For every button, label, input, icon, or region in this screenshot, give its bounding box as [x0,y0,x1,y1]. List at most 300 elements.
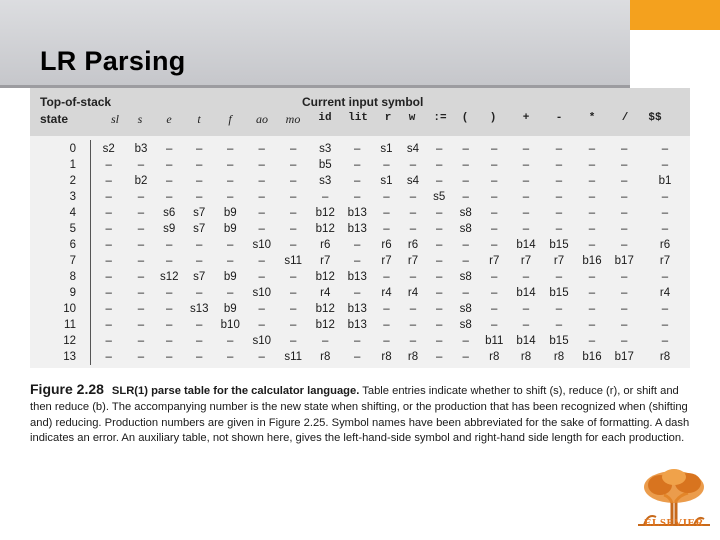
table-cell: – [588,159,596,171]
table-cell: – [166,287,173,299]
table-cell: – [522,191,530,203]
table-cell: r8 [520,351,532,363]
top-of-stack-label: Top-of-stack [40,95,112,109]
table-cell: – [661,335,669,347]
table-cell: – [166,319,173,331]
table-cell: – [588,335,596,347]
table-cell: – [588,287,596,299]
table-cell: – [166,143,173,155]
table-cell: – [436,351,443,363]
table-cell: – [258,319,265,331]
table-cell: – [522,271,530,283]
table-cell: r8 [381,351,392,363]
table-cell: – [661,207,669,219]
table-cell: r4 [659,287,671,299]
table-cell: – [227,287,234,299]
table-cell: – [621,271,628,283]
table-cell: – [409,207,417,219]
table-cell: – [227,351,234,363]
table-cell: – [588,191,596,203]
table-cell: – [621,239,628,251]
table-row [30,317,690,333]
table-cell: – [196,239,203,251]
table-cell: – [491,223,498,235]
table-cell: b14 [516,239,536,251]
table-cell: – [491,191,498,203]
table-cell: – [621,143,628,155]
table-cell: s7 [193,271,206,283]
table-cell: b17 [614,351,634,363]
state-label: state [40,112,69,126]
table-cell: b15 [549,287,569,299]
table-cell: – [290,303,297,315]
table-cell: – [436,255,443,267]
table-cell: – [354,287,361,299]
table-cell: – [105,191,112,203]
table-cell: – [436,175,443,187]
table-cell: r8 [489,351,500,363]
table-cell: – [137,287,145,299]
table-cell: – [621,319,628,331]
table-cell: s4 [406,143,420,155]
table-cell: s6 [163,207,176,219]
table-cell: – [588,271,596,283]
table-cell: – [661,223,669,235]
table-cell: – [491,159,498,171]
column-header: $$ [648,112,662,124]
table-cell: b16 [582,351,602,363]
table-cell: – [196,319,203,331]
table-cell: b15 [549,239,569,251]
table-cell: – [555,191,563,203]
table-cell: r7 [659,255,671,267]
table-cell: – [661,303,669,315]
slide-title: LR Parsing [40,46,186,76]
table-cell: – [621,223,628,235]
table-cell: – [196,175,203,187]
table-cell: b13 [347,223,367,235]
table-cell: – [137,207,145,219]
table-cell: – [290,207,297,219]
table-cell: – [621,191,628,203]
table-cell: – [196,335,203,347]
table-cell: – [522,319,530,331]
table-cell: – [227,191,234,203]
table-cell: – [621,287,628,299]
table-row [30,157,690,173]
table-cell: – [588,175,596,187]
table-cell: b17 [614,255,634,267]
table-cell: – [621,335,628,347]
table-cell: – [137,271,145,283]
column-header: ) [489,112,497,124]
table-cell: b11 [485,335,504,347]
table-cell: – [105,255,112,267]
table-cell: – [661,143,669,155]
table-cell: – [354,175,361,187]
table-cell: – [290,239,297,251]
table-row [30,237,690,253]
table-cell: b13 [347,271,367,283]
table-cell: – [105,223,112,235]
table-cell: – [354,159,361,171]
table-cell: – [105,303,112,315]
table-cell: – [290,223,297,235]
table-cell: – [258,255,265,267]
table-cell: – [137,303,145,315]
accent-block [630,0,720,30]
table-cell: – [555,319,563,331]
table-cell: s3 [319,143,332,155]
table-cell: – [354,239,361,251]
table-cell: r8 [407,351,419,363]
state-cell: 13 [63,351,76,363]
table-cell: – [137,351,145,363]
table-cell: – [290,143,297,155]
table-row [30,333,690,349]
state-cell: 12 [63,335,76,347]
table-cell: – [661,159,669,171]
table-cell: – [258,207,265,219]
table-cell: – [105,207,112,219]
table-cell: – [661,191,669,203]
table-cell: s3 [319,175,332,187]
table-cell: b13 [347,207,367,219]
table-cell: – [409,191,417,203]
state-cell: 9 [69,287,76,299]
table-cell: – [322,335,329,347]
table-cell: – [258,271,265,283]
table-cell: – [227,255,234,267]
table-cell: – [409,159,417,171]
table-cell: – [290,287,297,299]
table-cell: b9 [223,207,237,219]
table-cell: – [436,239,443,251]
table-cell: – [436,319,443,331]
table-cell: – [621,303,628,315]
figure-caption-body: Table entries indicate whether to shift (s), reduce (r), or shift and then reduce (b). The accompanying number is the new state when shifting, or the production that has been recognized when (shifting and) reducing. Production numbers are given in Figure 2.25. Symbol names have been abbreviated for the sake of formatting. A dash indicates an error. An auxiliary table, not shown here, gives the left-hand-side symbol and right-hand side length for each production. [30,385,690,445]
table-cell: – [661,319,669,331]
table-cell: b2 [134,175,148,187]
table-cell: – [462,191,469,203]
current-input-label: Current input symbol [302,95,424,109]
table-cell: – [137,191,145,203]
table-cell: b15 [549,335,569,347]
state-cell: 6 [69,239,76,251]
table-cell: – [555,143,563,155]
table-cell: – [258,191,265,203]
table-cell: b13 [347,319,367,331]
table-cell: b12 [315,207,335,219]
table-cell: b9 [223,303,237,315]
column-header: / [621,112,629,124]
table-cell: – [409,271,417,283]
table-cell: r7 [407,255,419,267]
table-cell: b16 [582,255,602,267]
column-header: mo [285,112,301,126]
table-cell: – [166,191,173,203]
table-cell: r6 [320,239,331,251]
state-cell: 11 [64,319,76,331]
table-cell: s1 [380,143,393,155]
table-cell: – [491,143,498,155]
table-cell: – [436,287,443,299]
table-cell: b1 [658,175,672,187]
table-cell: – [555,207,563,219]
table-cell: – [588,239,596,251]
table-cell: – [196,255,203,267]
table-cell: – [227,175,234,187]
table-row [30,189,690,205]
table-cell: – [588,319,596,331]
table-cell: – [258,303,265,315]
table-cell: r6 [407,239,419,251]
table-cell: b13 [347,303,367,315]
table-cell: – [491,207,498,219]
table-cell: – [166,351,173,363]
table-row [30,285,690,301]
table-cell: – [436,335,443,347]
table-cell: r4 [381,287,392,299]
table-cell: – [196,351,203,363]
state-cell: 3 [69,191,76,203]
table-cell: – [555,271,563,283]
column-header: + [522,112,530,124]
table-cell: – [522,207,530,219]
table-cell: – [227,143,234,155]
table-row [30,349,690,365]
table-cell: – [105,319,112,331]
table-cell: – [491,271,498,283]
table-cell: s10 [252,239,272,251]
table-cell: – [258,143,265,155]
table-cell: – [105,271,112,283]
table-cell: s1 [380,175,393,187]
column-header: * [588,112,596,124]
table-cell: – [491,303,498,315]
column-header: := [433,112,447,124]
table-cell: – [354,255,361,267]
table-cell: – [409,303,417,315]
table-cell: – [290,175,297,187]
table-cell: r7 [381,255,392,267]
figure-label: Figure 2.28 [30,381,104,397]
table-row [30,301,690,317]
table-cell: – [588,223,596,235]
table-cell: – [588,303,596,315]
table-cell: – [258,159,265,171]
table-cell: s7 [193,223,206,235]
column-header: lit [348,112,368,124]
table-cell: – [462,143,469,155]
table-cell: – [105,159,112,171]
state-cell: 0 [69,143,76,155]
table-cell: – [462,335,469,347]
table-cell: b14 [516,287,536,299]
table-cell: – [258,223,265,235]
table-cell: – [409,223,417,235]
table-cell: s8 [459,207,472,219]
table-cell: – [462,351,469,363]
parse-table [30,141,690,365]
table-cell: – [137,335,145,347]
column-header: e [166,112,172,126]
column-header: id [318,112,332,124]
table-cell: – [383,335,390,347]
state-cell: 8 [69,271,76,283]
table-cell: – [555,159,563,171]
table-cell: – [522,159,530,171]
column-header: t [197,112,201,126]
table-cell: – [462,159,469,171]
table-cell: b12 [315,223,335,235]
table-cell: – [436,223,443,235]
table-cell: r7 [520,255,532,267]
table-cell: – [522,303,530,315]
table-cell: – [383,223,390,235]
table-cell: – [621,207,628,219]
column-header: r [384,112,392,124]
table-cell: r8 [320,351,331,363]
table-cell: – [436,271,443,283]
table-cell: – [354,143,361,155]
table-cell: – [322,191,329,203]
table-row [30,253,690,269]
table-cell: s2 [102,143,115,155]
table-cell: – [491,175,498,187]
table-cell: – [383,271,390,283]
table-cell: – [491,287,498,299]
table-cell: – [383,319,390,331]
table-cell: – [491,239,498,251]
table-cell: – [409,335,417,347]
table-cell: b12 [315,271,335,283]
column-header: f [228,112,232,126]
table-cell: – [105,287,112,299]
table-cell: r6 [659,239,671,251]
table-cell: – [588,207,596,219]
table-cell: s11 [284,351,303,363]
table-cell: s8 [459,303,472,315]
table-row [30,269,690,285]
table-cell: s9 [163,223,176,235]
table-cell: – [105,175,112,187]
state-cell: 4 [69,207,76,219]
table-cell: – [555,175,563,187]
table-cell: s13 [189,303,209,315]
table-row [30,141,690,157]
table-cell: r7 [489,255,500,267]
table-cell: b14 [516,335,536,347]
table-cell: – [166,255,173,267]
figure-title: SLR(1) parse table for the calculator language. [111,385,360,397]
table-cell: – [137,319,145,331]
table-cell: r7 [320,255,331,267]
table-cell: b10 [220,319,240,331]
table-cell: – [436,207,443,219]
column-header: ao [256,112,268,126]
table-cell: s5 [433,191,446,203]
table-cell: – [588,143,596,155]
table-cell: r4 [407,287,419,299]
table-cell: s8 [459,223,472,235]
table-cell: – [462,287,469,299]
table-cell: s7 [193,207,206,219]
table-cell: b12 [315,319,335,331]
table-row [30,205,690,221]
column-header: s [137,112,143,126]
table-cell: b9 [223,223,237,235]
table-cell: r8 [659,351,671,363]
table-cell: – [105,335,112,347]
table-cell: – [105,351,112,363]
table-cell: b5 [318,159,332,171]
table-cell: – [462,255,469,267]
table-cell: – [290,159,297,171]
table-cell: – [227,239,234,251]
table-cell: – [621,159,628,171]
table-cell: s12 [159,271,179,283]
state-cell: 2 [69,175,76,187]
table-cell: – [354,335,361,347]
table-cell: – [290,335,297,347]
table-cell: b3 [134,143,148,155]
table-cell: – [105,239,112,251]
state-cell: 7 [69,255,76,267]
table-cell: – [137,255,145,267]
table-cell: – [196,191,203,203]
table-cell: – [621,175,628,187]
table-cell: – [166,303,173,315]
table-cell: s10 [252,335,272,347]
table-cell: – [409,319,417,331]
table-cell: r6 [381,239,392,251]
table-cell: – [227,335,234,347]
table-cell: – [383,159,390,171]
table-cell: r8 [553,351,565,363]
state-cell: 1 [69,159,76,171]
table-cell: – [522,223,530,235]
table-cell: – [196,143,203,155]
table-cell: – [290,271,297,283]
table-cell: – [462,239,469,251]
table-cell: – [354,351,361,363]
state-cell: 5 [69,223,76,235]
table-cell: – [491,319,498,331]
table-cell: – [383,303,390,315]
column-header: sl [110,112,119,126]
table-cell: – [137,159,145,171]
publisher-name: ELSEVIER [644,517,704,529]
table-cell: – [196,159,203,171]
column-header: w [408,112,416,124]
table-cell: s8 [459,271,472,283]
table-cell: – [522,143,530,155]
table-cell: – [661,271,669,283]
table-cell: – [290,319,297,331]
table-row [30,173,690,189]
table-cell: – [462,175,469,187]
table-cell: s4 [406,175,420,187]
table-cell: – [166,239,173,251]
table-cell: – [383,191,390,203]
table-cell: – [137,223,145,235]
table-cell: – [258,351,265,363]
table-cell: – [166,335,173,347]
table-cell: – [166,159,173,171]
table-cell: s8 [459,319,472,331]
table-cell: – [354,191,361,203]
